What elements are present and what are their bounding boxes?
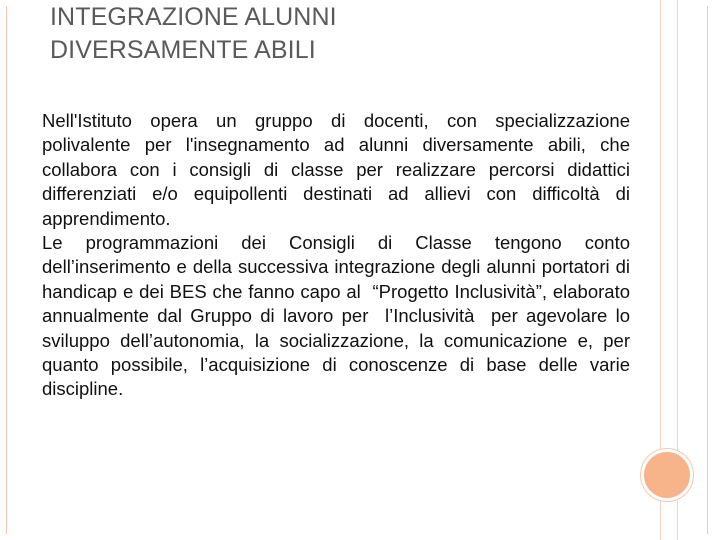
- title-line-2: DIVERSAMENTE ABILI: [50, 36, 316, 64]
- paragraph-teachers-group: Nell'Istituto opera un gruppo di docenti, con specializzazione polivalente per l'insegnamento ad alunni diversamente abili, che collabora con i consigli di classe per realizzare percorsi didattici differenziati e/o equipollenti destinati ad allievi con difficoltà di apprendimento.: [42, 110, 630, 229]
- paragraph-class-programming: Le programmazioni dei Consigli di Classe tengono conto dell’inserimento e della successiva integrazione degli alunni portatori di handicap e dei BES che fanno capo al “Progetto Inclusività”, elaborato annualmente dal Gruppo di lavoro per l’Inclusività per agevolare lo sviluppo dell’autonomia, la socializzazione, la comunicazione e, per quanto possibile, l’acquisizione di conoscenze di base delle varie discipline.: [42, 232, 630, 400]
- decorative-circle-icon: [641, 449, 693, 501]
- slide-content: [42, 109, 630, 402]
- title-line-1: INTEGRAZIONE ALUNNI: [50, 3, 337, 31]
- slide-title: [50, 1, 610, 67]
